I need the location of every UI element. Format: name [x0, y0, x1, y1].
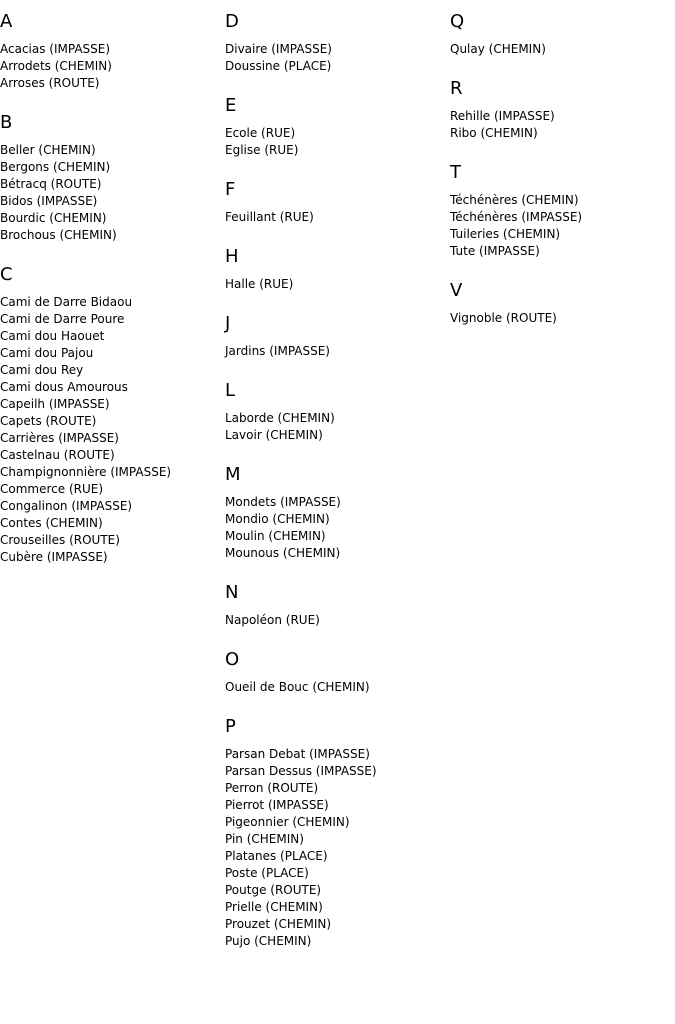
street-link[interactable]: Castelnau (ROUTE)	[0, 448, 115, 462]
letter-group-l	[225, 380, 450, 444]
street-link[interactable]: Ecole (RUE)	[225, 126, 296, 140]
street-link[interactable]: Poste (PLACE)	[225, 866, 309, 880]
street-list	[225, 746, 450, 950]
street-link[interactable]: Platanes (PLACE)	[225, 849, 328, 863]
letter-heading: N	[225, 582, 239, 603]
street-link[interactable]: Pin (CHEMIN)	[225, 832, 304, 846]
street-link[interactable]: Contes (CHEMIN)	[0, 516, 103, 530]
letter-heading: E	[225, 95, 237, 116]
letter-heading: L	[225, 380, 236, 401]
street-list	[450, 310, 675, 327]
street-link[interactable]: Bétracq (ROUTE)	[0, 177, 102, 191]
street-link[interactable]: Laborde (CHEMIN)	[225, 411, 335, 425]
street-link[interactable]: Parsan Debat (IMPASSE)	[225, 747, 370, 761]
street-link[interactable]: Eglise (RUE)	[225, 143, 299, 157]
letter-group-t	[450, 162, 675, 260]
street-link[interactable]: Arroses (ROUTE)	[0, 76, 100, 90]
street-link[interactable]: Parsan Dessus (IMPASSE)	[225, 764, 377, 778]
street-link[interactable]: Bergons (CHEMIN)	[0, 160, 111, 174]
street-link[interactable]: Crouseilles (ROUTE)	[0, 533, 120, 547]
letter-group-a	[0, 11, 225, 92]
index-column	[225, 11, 450, 950]
street-link[interactable]: Cami de Darre Poure	[0, 312, 125, 326]
letter-group-b	[0, 112, 225, 244]
street-link[interactable]: Pierrot (IMPASSE)	[225, 798, 329, 812]
street-link[interactable]: Carrières (IMPASSE)	[0, 431, 119, 445]
street-link[interactable]: Téchénères (CHEMIN)	[450, 193, 579, 207]
letter-group-n	[225, 582, 450, 629]
street-list	[225, 343, 450, 360]
street-link[interactable]: Beller (CHEMIN)	[0, 143, 96, 157]
street-link[interactable]: Halle (RUE)	[225, 277, 294, 291]
letter-heading: Q	[450, 11, 465, 32]
street-link[interactable]: Cubère (IMPASSE)	[0, 550, 108, 564]
street-link[interactable]: Congalinon (IMPASSE)	[0, 499, 133, 513]
street-link[interactable]: Divaire (IMPASSE)	[225, 42, 332, 56]
street-link[interactable]: Feuillant (RUE)	[225, 210, 314, 224]
street-link[interactable]: Moulin (CHEMIN)	[225, 529, 326, 543]
street-list	[450, 108, 675, 142]
street-link[interactable]: Doussine (PLACE)	[225, 59, 332, 73]
street-link[interactable]: Mounous (CHEMIN)	[225, 546, 341, 560]
street-link[interactable]: Cami dous Amourous	[0, 380, 128, 394]
street-link[interactable]: Pujo (CHEMIN)	[225, 934, 312, 948]
letter-heading: V	[450, 280, 463, 301]
street-list	[0, 294, 225, 566]
street-link[interactable]: Perron (ROUTE)	[225, 781, 319, 795]
street-link[interactable]: Jardins (IMPASSE)	[225, 344, 330, 358]
letter-group-v	[450, 280, 675, 327]
street-list	[225, 41, 450, 75]
street-link[interactable]: Champignonnière (IMPASSE)	[0, 465, 172, 479]
index-column	[0, 11, 225, 566]
street-link[interactable]: Commerce (RUE)	[0, 482, 104, 496]
street-list	[225, 679, 450, 696]
street-link[interactable]: Mondio (CHEMIN)	[225, 512, 330, 526]
street-list	[225, 125, 450, 159]
letter-group-m	[225, 464, 450, 562]
letter-heading: H	[225, 246, 239, 267]
letter-heading: R	[450, 78, 463, 99]
letter-group-c	[0, 264, 225, 566]
street-link[interactable]: Capeilh (IMPASSE)	[0, 397, 110, 411]
street-link[interactable]: Napoléon (RUE)	[225, 613, 320, 627]
street-link[interactable]: Acacias (IMPASSE)	[0, 42, 111, 56]
street-link[interactable]: Bourdic (CHEMIN)	[0, 211, 107, 225]
street-list	[225, 494, 450, 562]
street-link[interactable]: Brochous (CHEMIN)	[0, 228, 117, 242]
letter-heading: D	[225, 11, 239, 32]
street-list	[225, 612, 450, 629]
street-link[interactable]: Oueil de Bouc (CHEMIN)	[225, 680, 370, 694]
letter-heading: P	[225, 716, 236, 737]
street-link[interactable]: Cami dou Rey	[0, 363, 84, 377]
street-link[interactable]: Arrodets (CHEMIN)	[0, 59, 112, 73]
street-link[interactable]: Rehille (IMPASSE)	[450, 109, 555, 123]
street-list	[450, 192, 675, 260]
street-link[interactable]: Cami de Darre Bidaou	[0, 295, 133, 309]
street-link[interactable]: Prielle (CHEMIN)	[225, 900, 323, 914]
street-link[interactable]: Qulay (CHEMIN)	[450, 42, 546, 56]
letter-heading: B	[0, 112, 13, 133]
letter-heading: C	[0, 264, 13, 285]
letter-heading: F	[225, 179, 236, 200]
street-list	[0, 142, 225, 244]
street-list	[450, 41, 675, 58]
street-list	[225, 410, 450, 444]
letter-group-h	[225, 246, 450, 293]
street-link[interactable]: Capets (ROUTE)	[0, 414, 97, 428]
street-link[interactable]: Cami dou Pajou	[0, 346, 94, 360]
letter-heading: J	[225, 313, 231, 334]
index-column	[450, 11, 675, 327]
street-link[interactable]: Lavoir (CHEMIN)	[225, 428, 323, 442]
letter-group-q	[450, 11, 675, 58]
letter-group-j	[225, 313, 450, 360]
letter-group-f	[225, 179, 450, 226]
street-link[interactable]: Tute (IMPASSE)	[450, 244, 540, 258]
street-link[interactable]: Prouzet (CHEMIN)	[225, 917, 332, 931]
street-link[interactable]: Ribo (CHEMIN)	[450, 126, 538, 140]
street-list	[0, 41, 225, 92]
street-link[interactable]: Bidos (IMPASSE)	[0, 194, 98, 208]
street-list	[225, 276, 450, 293]
street-link[interactable]: Pigeonnier (CHEMIN)	[225, 815, 350, 829]
letter-group-p	[225, 716, 450, 950]
letter-group-d	[225, 11, 450, 75]
street-link[interactable]: Tuileries (CHEMIN)	[450, 227, 561, 241]
street-link[interactable]: Poutge (ROUTE)	[225, 883, 322, 897]
street-list	[225, 209, 450, 226]
street-link[interactable]: Cami dou Haouet	[0, 329, 105, 343]
letter-heading: O	[225, 649, 240, 670]
letter-heading: T	[450, 162, 461, 183]
street-link[interactable]: Vignoble (ROUTE)	[450, 311, 557, 325]
street-link[interactable]: Mondets (IMPASSE)	[225, 495, 341, 509]
letter-heading: A	[0, 11, 13, 32]
letter-group-r	[450, 78, 675, 142]
street-link[interactable]: Téchénères (IMPASSE)	[450, 210, 583, 224]
letter-heading: M	[225, 464, 241, 485]
letter-group-o	[225, 649, 450, 696]
letter-group-e	[225, 95, 450, 159]
